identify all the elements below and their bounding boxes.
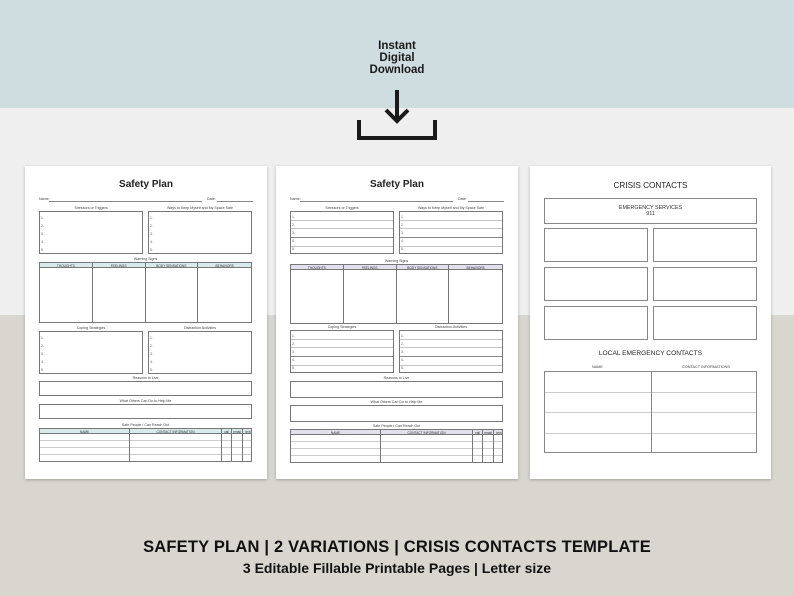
others-heading: What Others Can Do to Help Me (370, 400, 423, 404)
name-label: Name: (290, 197, 301, 201)
download-icon (357, 88, 437, 142)
coping-box[interactable]: 1. 2. 3. 4. 5. (39, 331, 143, 374)
warning-signs-table[interactable] (290, 270, 503, 324)
reasons-box[interactable] (290, 381, 503, 398)
distraction-box[interactable]: 1. 2. 3. 4. 5. (148, 331, 252, 374)
page-title: Safety Plan (370, 179, 424, 190)
warning-signs-heading: Warning Signs (384, 259, 409, 263)
contact-card[interactable] (544, 228, 648, 262)
distraction-heading: Distraction Activities (435, 325, 467, 329)
date-label: Date: (458, 197, 467, 201)
ways-safe-lined-box[interactable]: 1. 2. 3. 4. 5. (399, 211, 503, 254)
instant-download-label (347, 40, 447, 76)
name-line[interactable] (49, 201, 202, 202)
local-contact-column: CONTACT INFORMATIONS (682, 365, 730, 369)
safety-plan-page-variation-1 (25, 166, 267, 479)
distraction-heading: Distraction Activities (184, 326, 216, 330)
contact-card[interactable] (653, 228, 757, 262)
reasons-heading: Reasons to Live (132, 376, 159, 380)
emergency-services-label: EMERGENCY SERVICES (618, 205, 683, 211)
stressors-box[interactable]: 1. 2. 3. 4. 5. (39, 211, 143, 254)
stressors-heading: Stressors or Triggers (325, 206, 359, 210)
contact-card[interactable] (653, 306, 757, 340)
download-line-2: Digital (379, 52, 415, 64)
name-line[interactable] (300, 201, 453, 202)
local-emergency-table[interactable] (544, 371, 757, 453)
others-box[interactable] (290, 405, 503, 422)
stressors-lined-box[interactable]: 1. 2. 3. 4. 5. (290, 211, 394, 254)
date-line[interactable] (217, 201, 253, 202)
others-box[interactable] (39, 404, 252, 419)
crisis-contacts-title: CRISIS CONTACTS (613, 181, 688, 190)
ways-safe-box[interactable]: 1. 2. 3. 4. 5. (148, 211, 252, 254)
warning-signs-header: THOUGHTS FEELINGS BODY SENSATIONS BEHAVIORS (39, 262, 252, 268)
safe-people-heading: Safe People I Can Reach Out (372, 424, 421, 428)
emergency-number: 911 (646, 211, 655, 217)
warning-signs-table[interactable] (39, 268, 252, 323)
coping-lined-box[interactable]: 1. 2. 3. 4. 5. (290, 330, 394, 373)
safe-people-header: NAME CONTACT INFORMATION call email text (290, 429, 503, 435)
contact-card[interactable] (544, 267, 648, 301)
ways-safe-heading: Ways to Keep Myself and My Space Safe (167, 206, 233, 210)
download-line-1: Instant (378, 40, 416, 52)
local-emergency-title: LOCAL EMERGENCY CONTACTS (598, 350, 703, 357)
download-line-3: Download (369, 64, 425, 76)
page-title: Safety Plan (119, 179, 173, 190)
caption-title: SAFETY PLAN | 2 VARIATIONS | CRISIS CONTACTS TEMPLATE (143, 538, 651, 556)
contact-card[interactable] (653, 267, 757, 301)
others-heading: What Others Can Do to Help Me (119, 399, 172, 403)
emergency-services-box[interactable] (544, 198, 757, 224)
name-label: Name: (39, 197, 50, 201)
crisis-contacts-page (530, 166, 771, 479)
warning-signs-heading: Warning Signs (133, 257, 158, 261)
local-name-column: NAME (592, 365, 603, 369)
caption-subtitle: 3 Editable Fillable Printable Pages | Letter size (242, 560, 552, 576)
contact-card[interactable] (544, 306, 648, 340)
warning-signs-header: THOUGHTS FEELINGS BODY SENSATIONS BEHAVIORS (290, 264, 503, 270)
safe-people-table[interactable] (39, 434, 252, 462)
stressors-heading: Stressors or Triggers (74, 206, 108, 210)
coping-heading: Coping Strategies (327, 325, 357, 329)
reasons-heading: Reasons to Live (383, 376, 410, 380)
safety-plan-page-variation-2 (276, 166, 518, 479)
safe-people-table[interactable] (290, 435, 503, 463)
safe-people-header: NAME CONTACT INFORMATION call email text (39, 428, 252, 434)
date-line[interactable] (468, 201, 504, 202)
coping-heading: Coping Strategies (76, 326, 106, 330)
date-label: Date: (207, 197, 216, 201)
reasons-box[interactable] (39, 381, 252, 396)
ways-safe-heading: Ways to Keep Myself and My Space Safe (418, 206, 484, 210)
distraction-lined-box[interactable]: 1. 2. 3. 4. 5. (399, 330, 503, 373)
safe-people-heading: Safe People I Can Reach Out (121, 423, 170, 427)
